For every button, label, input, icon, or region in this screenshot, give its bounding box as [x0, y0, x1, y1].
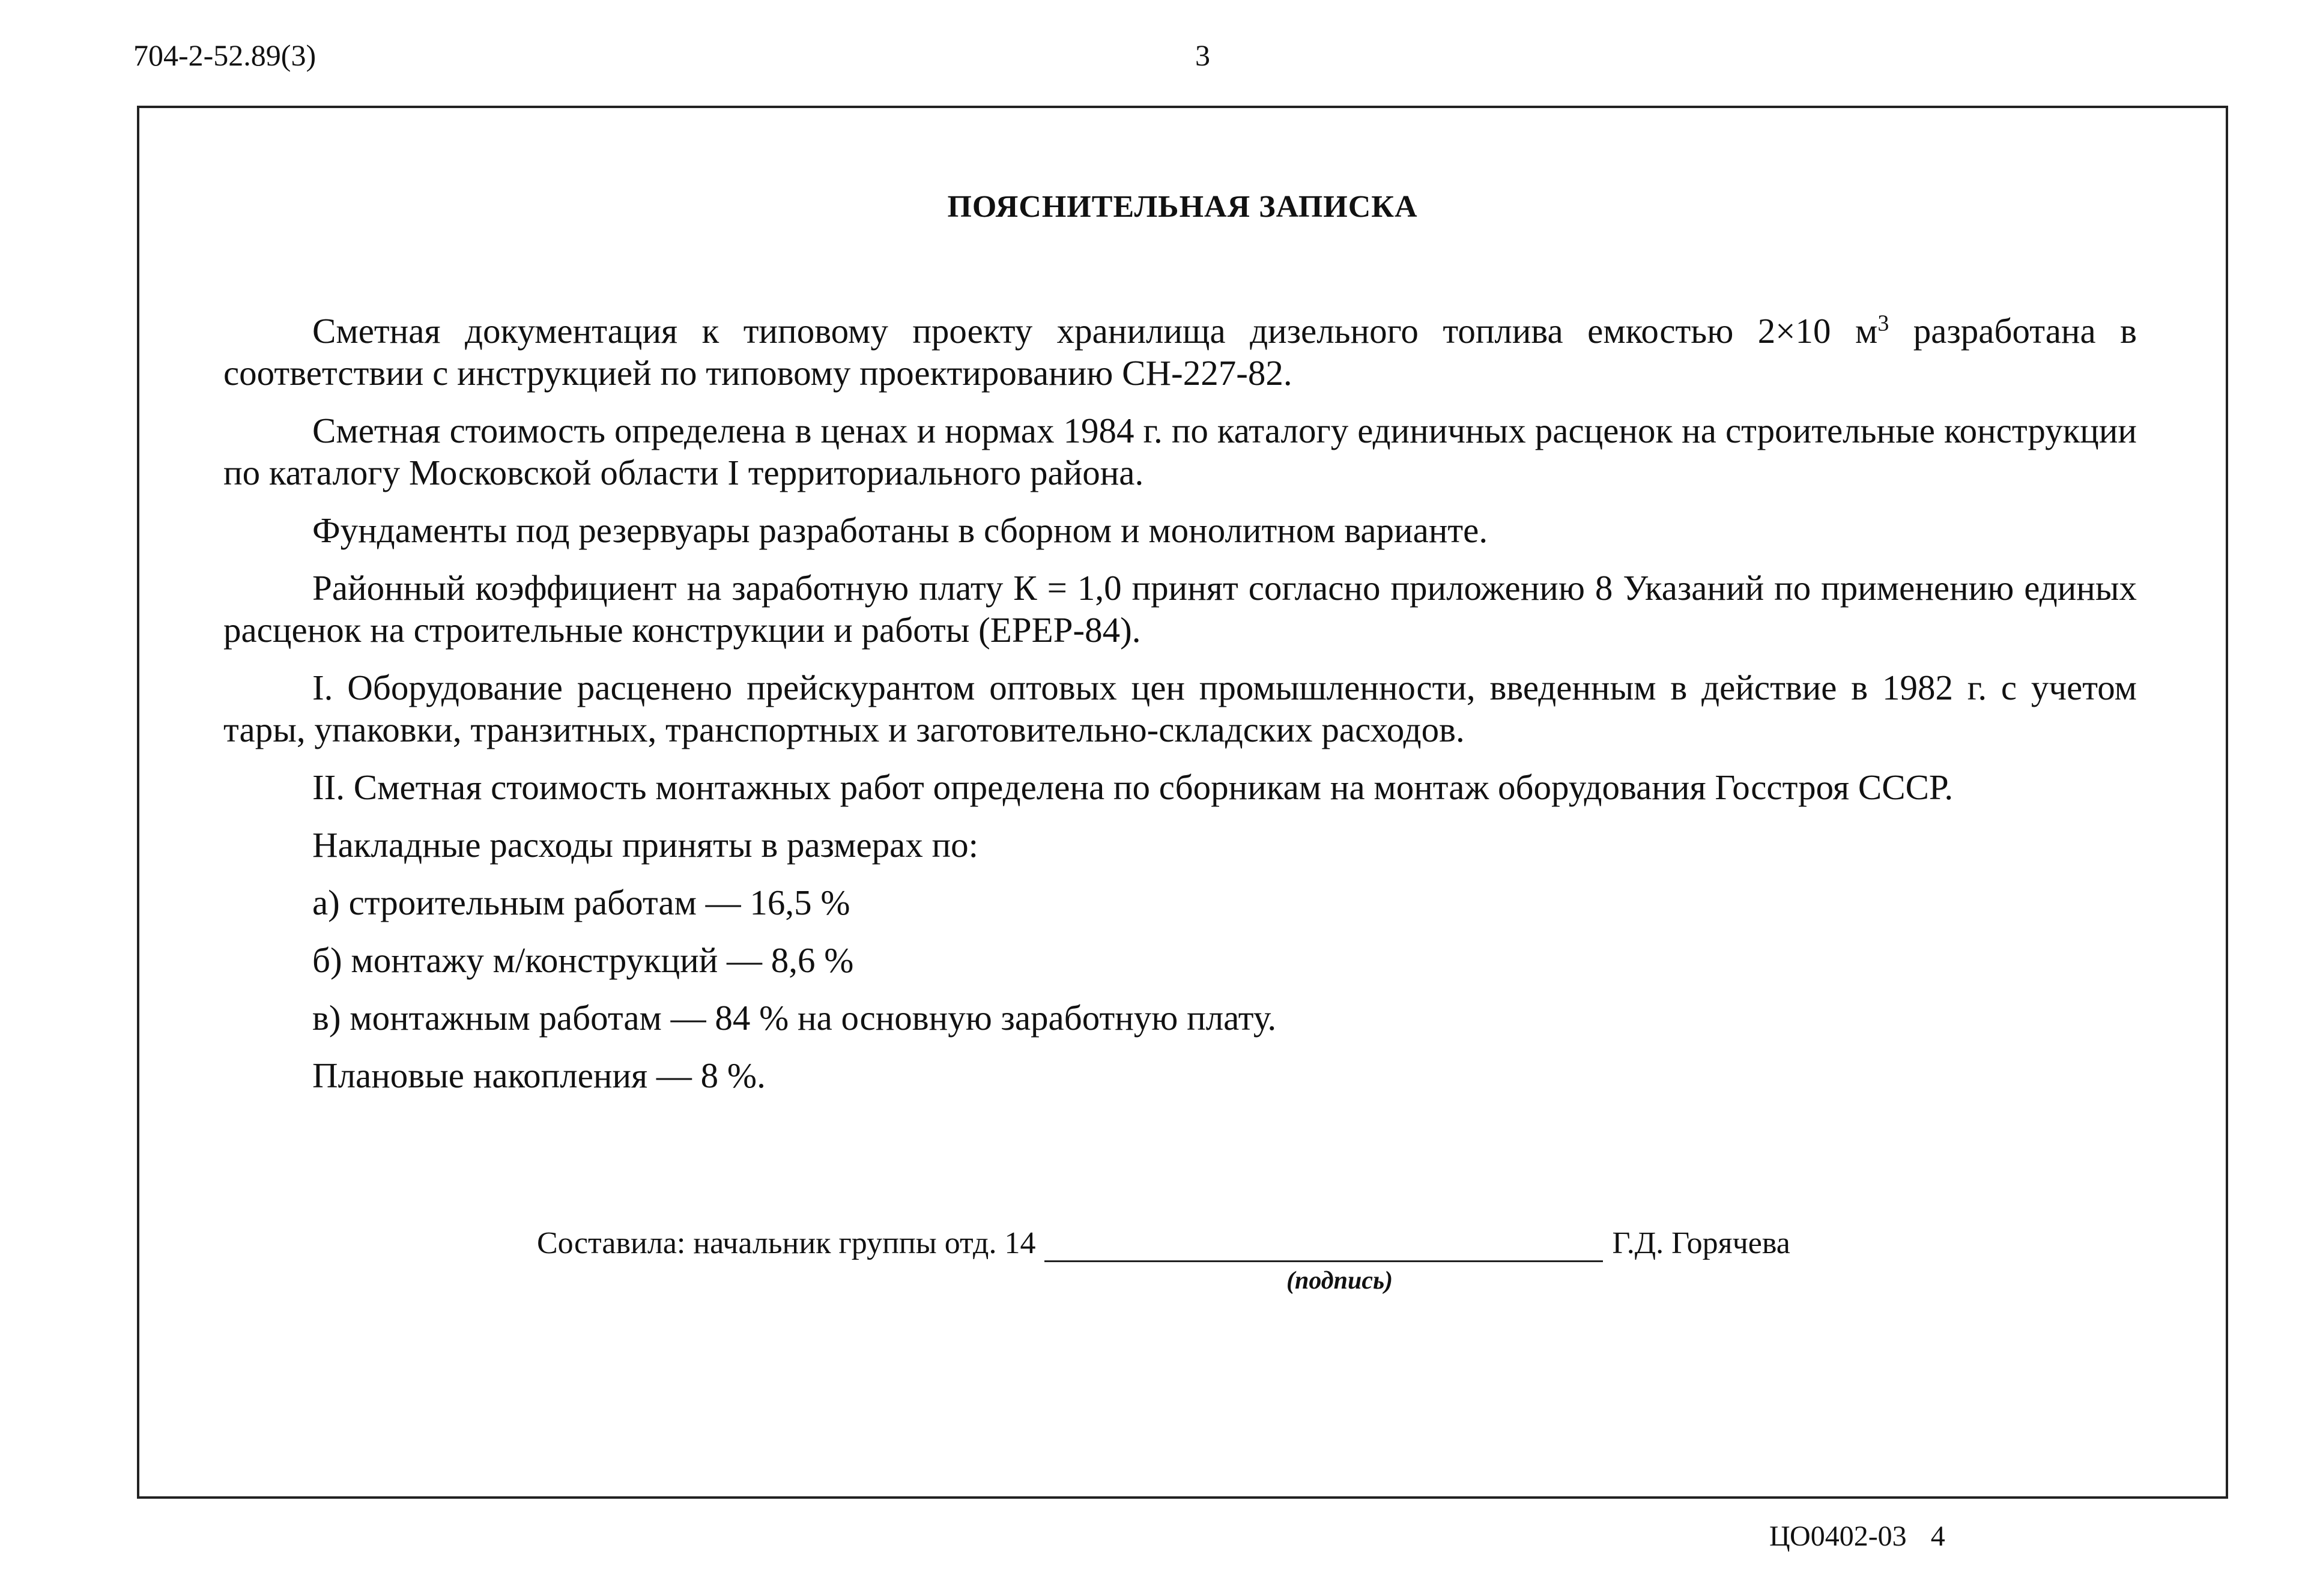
- document-frame: [137, 106, 2228, 1499]
- composer-label: Составила: начальник группы отд. 14: [537, 1226, 1036, 1260]
- paragraph-4: Районный коэффициент на заработную плату К = 1,0 принят согласно приложению 8 Указаний по применению единых расценок на строительные конструкции и работы (ЕРЕР-84).: [223, 568, 2137, 650]
- paragraph-5: I. Оборудование расценено прейскурантом оптовых цен промышленности, введенным в действие в 1982 г. с учетом тары, упаковки, транзитных, транспортных и заготовительно-складских расходов.: [223, 668, 2137, 749]
- signature-caption: (подпись): [1286, 1267, 1393, 1295]
- paragraph-6: II. Сметная стоимость монтажных работ определена по сборникам на монтаж оборудования Госстроя СССР.: [312, 767, 1954, 807]
- signature-line: [1044, 1230, 1603, 1262]
- list-item-v: в) монтажным работам — 84 % на основную заработную плату.: [312, 998, 1277, 1038]
- footer: [1769, 1519, 1945, 1554]
- page-title: ПОЯСНИТЕЛЬНАЯ ЗАПИСКА: [947, 190, 1418, 224]
- sheet-number: 4: [1930, 1520, 1945, 1552]
- paragraph-3: Фундаменты под резервуары разработаны в сборном и монолитном варианте.: [312, 510, 1488, 550]
- superscript-3: 3: [1877, 310, 1889, 336]
- page-number: 3: [1195, 38, 1210, 72]
- paragraph-planned-savings: Плановые накопления — 8 %.: [312, 1056, 766, 1095]
- composer-name: Г.Д. Горячева: [1612, 1226, 1790, 1260]
- paragraph-2: Сметная стоимость определена в ценах и нормах 1984 г. по каталогу единичных расценок на строительные конструкции по каталогу Московской области I территориального района.: [223, 411, 2137, 492]
- paragraph-1: Сметная документация к типовому проекту хранилища дизельного топлива емкостью 2×10 $м^3$ разработана в соответствии с инструкцией по типовому проектированию СН-227-82.: [223, 310, 2137, 393]
- footer-code: ЦО0402-03: [1769, 1520, 1907, 1552]
- signature-row: [537, 1225, 1790, 1262]
- doc-code: 704-2-52.89(3): [133, 38, 317, 72]
- paragraph-7: Накладные расходы приняты в размерах по:: [312, 825, 979, 865]
- list-item-b: б) монтажу м/конструкций — 8,6 %: [312, 940, 854, 980]
- explanatory-note-body: [223, 310, 2137, 1112]
- list-item-a: а) строительным работам — 16,5 %: [312, 883, 850, 922]
